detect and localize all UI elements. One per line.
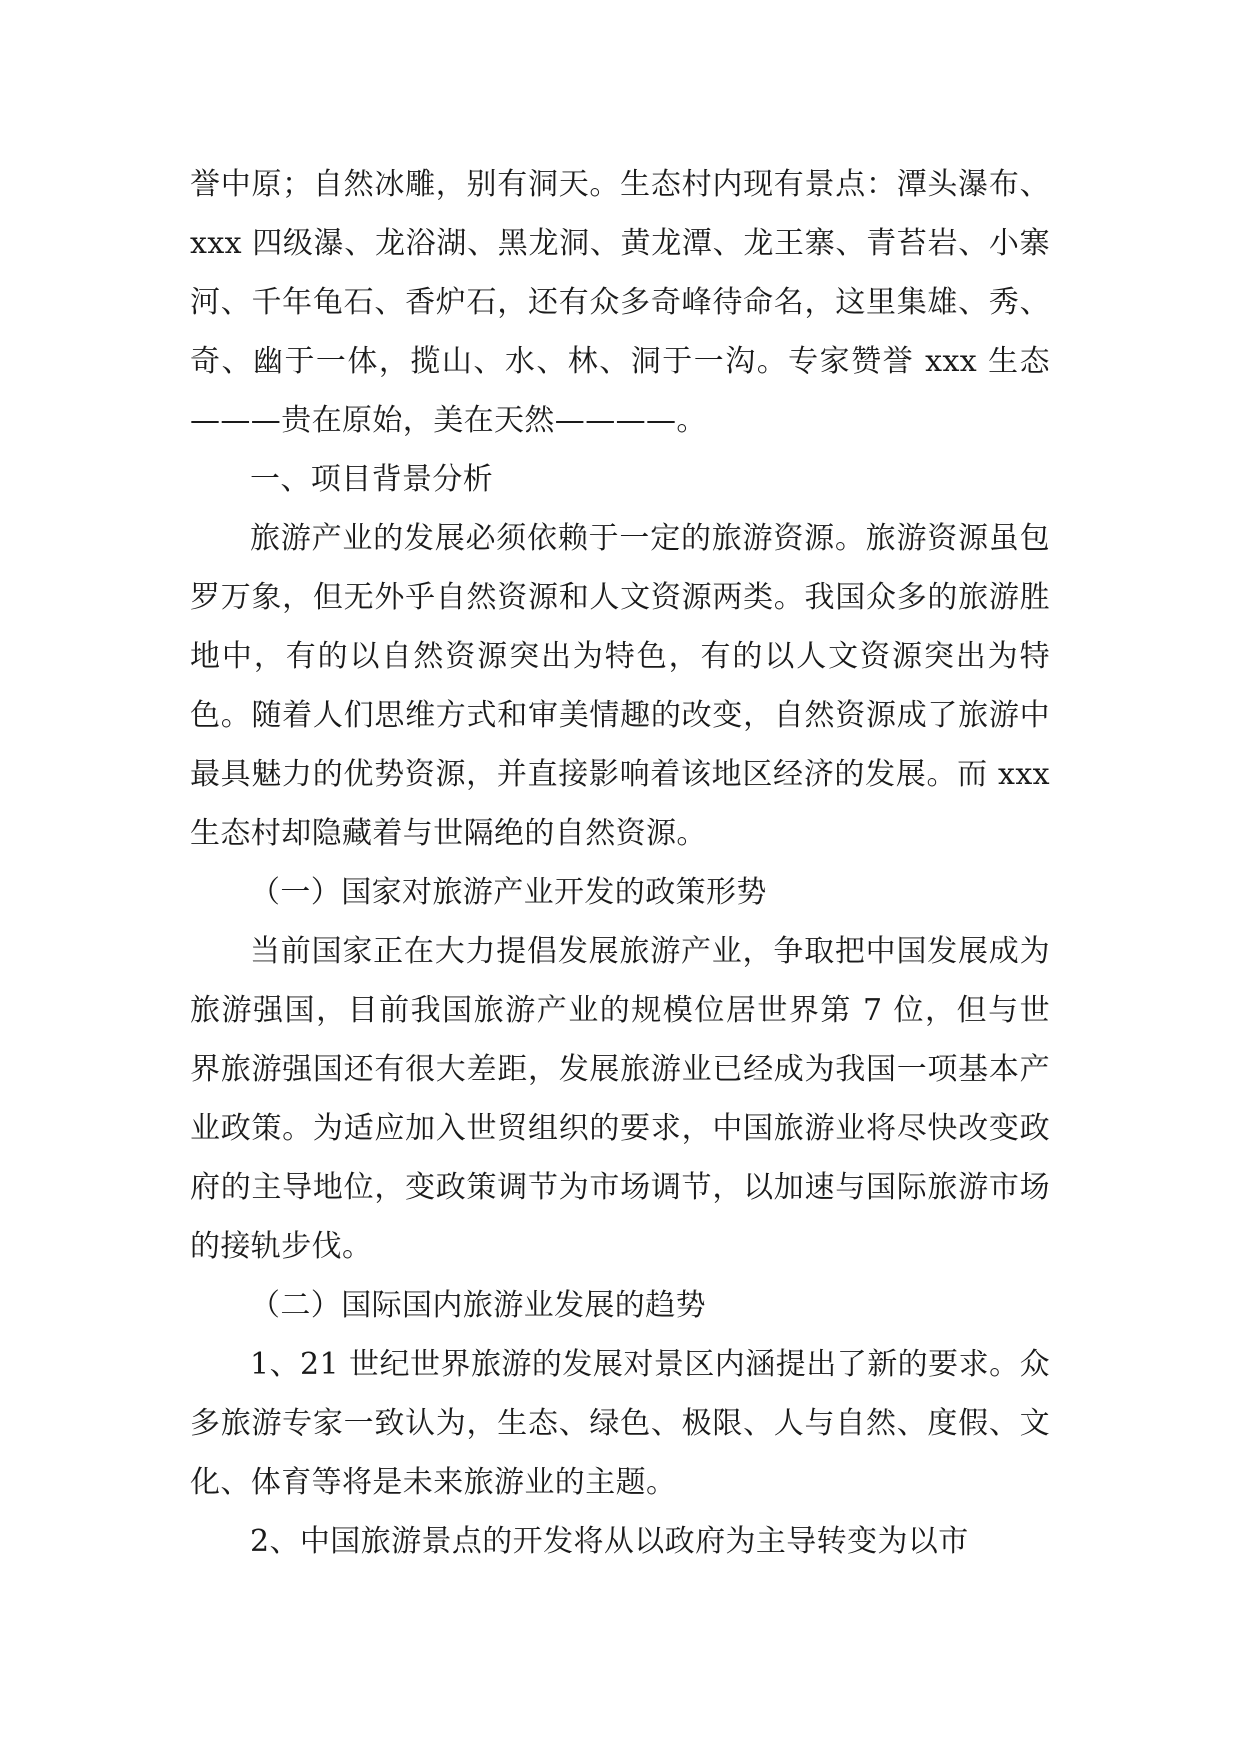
- paragraph-scenic-spots: 誉中原；自然冰雕，别有洞天。生态村内现有景点：潭头瀑布、xxx 四级瀑、龙浴湖、黑龙洞、黄龙潭、龙王寨、青苔岩、小寨河、千年龟石、香炉石，还有众多奇峰待命名，这里集雄、秀、奇、幽于一体，揽山、水、林、洞于一沟。专家赞誉 xxx 生态———贵在原始，美在天然————。: [190, 167, 1050, 438]
- document-body: [190, 155, 1050, 1571]
- paragraph-trend-1: 1、21 世纪世界旅游的发展对景区内涵提出了新的要求。众多旅游专家一致认为，生态、绿色、极限、人与自然、度假、文化、体育等将是未来旅游业的主题。: [190, 1347, 1050, 1500]
- heading-development-trends: （二）国际国内旅游业发展的趋势: [250, 1288, 706, 1323]
- heading-project-background: 一、项目背景分析: [250, 462, 494, 497]
- paragraph-trend-2: 2、中国旅游景点的开发将从以政府为主导转变为以市: [250, 1524, 969, 1559]
- heading-national-policy: （一）国家对旅游产业开发的政策形势: [250, 875, 767, 910]
- paragraph-tourism-resources: 旅游产业的发展必须依赖于一定的旅游资源。旅游资源虽包罗万象，但无外乎自然资源和人文资源两类。我国众多的旅游胜地中，有的以自然资源突出为特色，有的以人文资源突出为特色。随着人们思维方式和审美情趣的改变，自然资源成了旅游中最具魅力的优势资源，并直接影响着该地区经济的发展。而 xxx 生态村却隐藏着与世隔绝的自然资源。: [190, 521, 1050, 851]
- paragraph-national-policy: 当前国家正在大力提倡发展旅游产业，争取把中国发展成为旅游强国，目前我国旅游产业的规模位居世界第 7 位，但与世界旅游强国还有很大差距，发展旅游业已经成为我国一项基本产业政策。为适应加入世贸组织的要求，中国旅游业将尽快改变政府的主导地位，变政策调节为市场调节，以加速与国际旅游市场的接轨步伐。: [190, 934, 1050, 1264]
